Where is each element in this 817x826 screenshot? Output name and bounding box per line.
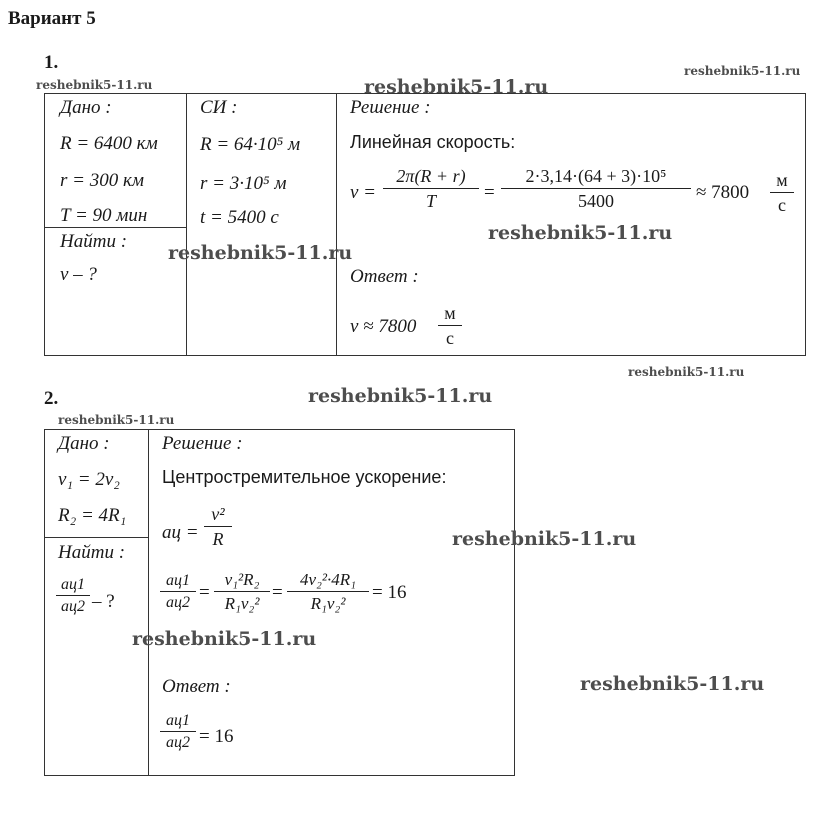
formula-fraction: [287, 570, 369, 614]
watermark: reshebnik5-11.ru: [58, 413, 175, 427]
table-divider: [186, 93, 187, 356]
given-line: T = 90 мин: [60, 205, 148, 226]
fraction-numerator: 2·3,14·(64 + 3)·10⁵: [525, 166, 667, 186]
fraction-numerator: aц1: [166, 712, 190, 729]
si-line: t = 5400 с: [200, 207, 279, 228]
fraction-denominator: aц2: [160, 591, 196, 612]
solution-text: Центростремительное ускорение:: [162, 467, 447, 487]
watermark: reshebnik5-11.ru: [132, 628, 317, 650]
formula-lhs: v =: [350, 182, 377, 203]
watermark: reshebnik5-11.ru: [308, 385, 493, 407]
watermark: reshebnik5-11.ru: [36, 78, 153, 92]
solution-text: Линейная скорость:: [350, 132, 516, 152]
formula-fraction: [204, 504, 232, 550]
given-heading: Дано :: [60, 97, 112, 118]
variant-title: Вариант 5: [8, 8, 96, 29]
equals-sign: =: [484, 182, 495, 203]
watermark: reshebnik5-11.ru: [488, 222, 673, 244]
answer-result: = 16: [199, 726, 234, 747]
fraction-numerator: v₁²R₂: [224, 570, 260, 589]
watermark: reshebnik5-11.ru: [364, 76, 549, 98]
unit-denominator: с: [770, 192, 794, 216]
answer-heading: Ответ :: [162, 676, 231, 697]
fraction-denominator: aц2: [160, 731, 196, 752]
equals-sign: =: [272, 582, 283, 603]
watermark: reshebnik5-11.ru: [580, 673, 765, 695]
fraction-numerator: 2π(R + r): [396, 166, 466, 186]
solution-heading: Решение :: [162, 433, 243, 454]
fraction-numerator: v²: [211, 504, 225, 524]
fraction-denominator: T: [383, 188, 479, 212]
formula-result: ≈ 7800: [696, 182, 750, 203]
given-line: v₁ = 2v₂: [58, 469, 120, 490]
unit-denominator: с: [438, 325, 462, 349]
fraction-denominator: R₁v₂²: [214, 591, 270, 614]
watermark: reshebnik5-11.ru: [684, 64, 801, 78]
problem-2-number: 2.: [44, 388, 59, 409]
given-heading: Дано :: [58, 433, 110, 454]
answer-value: v ≈ 7800: [350, 316, 417, 337]
fraction-numerator: aц1: [61, 576, 85, 593]
find-heading: Найти :: [58, 542, 126, 563]
fraction-denominator: 5400: [501, 188, 691, 212]
formula-fraction: [383, 166, 479, 212]
watermark: reshebnik5-11.ru: [628, 365, 745, 379]
given-line: r = 300 км: [60, 170, 144, 191]
si-line: r = 3·10⁵ м: [200, 173, 287, 194]
equals-sign: =: [199, 582, 210, 603]
find-value: v – ?: [60, 264, 97, 285]
fraction-denominator: aц2: [56, 595, 90, 616]
formula-fraction: [160, 572, 196, 612]
problem-1-number: 1.: [44, 52, 59, 73]
si-heading: СИ :: [200, 97, 238, 118]
table-divider: [336, 93, 337, 356]
solution-heading: Решение :: [350, 97, 431, 118]
unit-numerator: м: [444, 303, 456, 323]
formula-fraction: [501, 166, 691, 212]
find-suffix: – ?: [92, 591, 115, 612]
table-divider: [148, 429, 149, 776]
unit-fraction: [770, 170, 794, 216]
watermark: reshebnik5-11.ru: [168, 242, 353, 264]
fraction-numerator: 4v₂²·4R₁: [299, 570, 357, 589]
find-heading: Найти :: [60, 231, 128, 252]
si-line: R = 64·10⁵ м: [200, 134, 301, 155]
table-divider: [44, 537, 148, 538]
fraction-denominator: R₁v₂²: [287, 591, 369, 614]
answer-heading: Ответ :: [350, 266, 419, 287]
find-fraction: [56, 576, 90, 616]
given-line: R₂ = 4R₁: [58, 505, 127, 526]
given-line: R = 6400 км: [60, 133, 158, 154]
table-divider: [44, 227, 186, 228]
formula-lhs: aц =: [162, 522, 199, 543]
formula-result: = 16: [372, 582, 407, 603]
watermark: reshebnik5-11.ru: [452, 528, 637, 550]
fraction-numerator: aц1: [166, 572, 190, 589]
formula-fraction: [214, 570, 270, 614]
unit-numerator: м: [776, 170, 788, 190]
unit-fraction: [438, 303, 462, 349]
fraction-denominator: R: [204, 526, 232, 550]
answer-fraction: [160, 712, 196, 752]
